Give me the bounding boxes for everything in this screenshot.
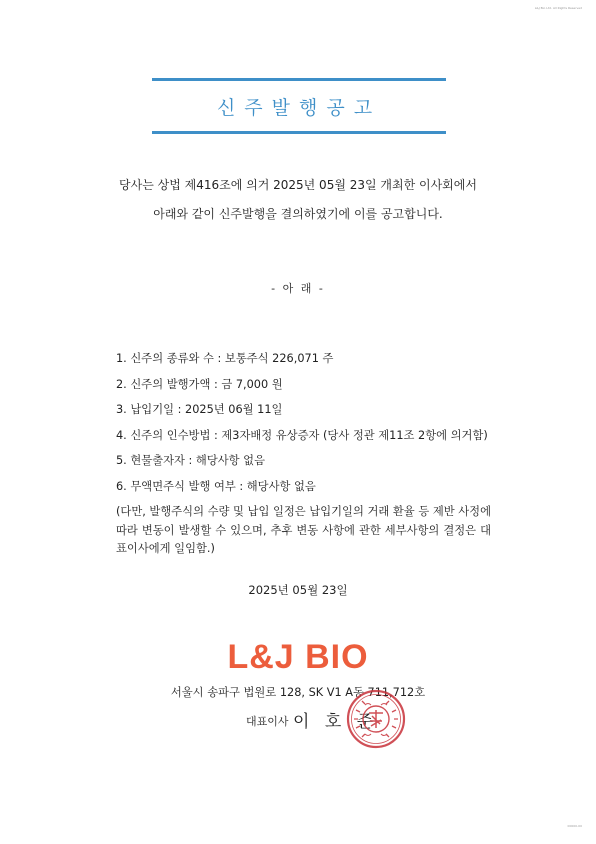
notice-title: 신주발행공고 xyxy=(216,97,382,119)
list-item: 1. 신주의 종류와 수 : 보통주식 226,071 주 xyxy=(116,352,334,365)
title-top-rule xyxy=(152,78,446,81)
note-paragraph: (다만, 발행주식의 수량 및 납입 일정은 납입기일의 거래 환율 등 제반 사정에 따라 변동이 발생할 수 있으며, 추후 변동 사항에 관한 세부사항의 결정은 대표이사에게 일임함.) xyxy=(116,505,491,555)
company-address: 서울시 송파구 법원로 128, SK V1 A동 711,712호 xyxy=(170,686,426,699)
list-item: 3. 납입기일 : 2025년 06월 11일 xyxy=(116,403,283,417)
title-bottom-rule xyxy=(152,131,446,134)
intro-line-2: 아래와 같이 신주발행을 결의하였기에 이를 공고합니다. xyxy=(153,207,443,221)
list-item: 4. 신주의 인수방법 : 제3자배정 유상증자 (당사 정관 제11조 2항에 의거함) xyxy=(116,428,488,442)
list-item: 5. 현물출자자 : 해당사항 없음 xyxy=(116,454,265,468)
copyright-note: L&J Bio Ltd. All Rights Reserved xyxy=(534,6,582,10)
list-item: 2. 신주의 발행가액 : 금 7,000 원 xyxy=(116,377,283,391)
intro-line-1: 당사는 상법 제416조에 의거 2025년 05월 23일 개최한 이사회에서 xyxy=(119,178,477,192)
representative-name: 이 호 준 xyxy=(293,712,379,732)
terms-list xyxy=(116,349,501,503)
company-seal-icon xyxy=(345,688,407,754)
notice-date: 2025년 05월 23일 xyxy=(248,583,348,597)
section-heading: - 아 래 - xyxy=(271,282,325,295)
page-code: 00000-00 xyxy=(567,824,582,828)
list-item: 6. 무액면주식 발행 여부 : 해당사항 없음 xyxy=(116,479,316,493)
company-logo: L&J BIO xyxy=(227,638,369,676)
representative-label: 대표이사 xyxy=(246,715,289,728)
